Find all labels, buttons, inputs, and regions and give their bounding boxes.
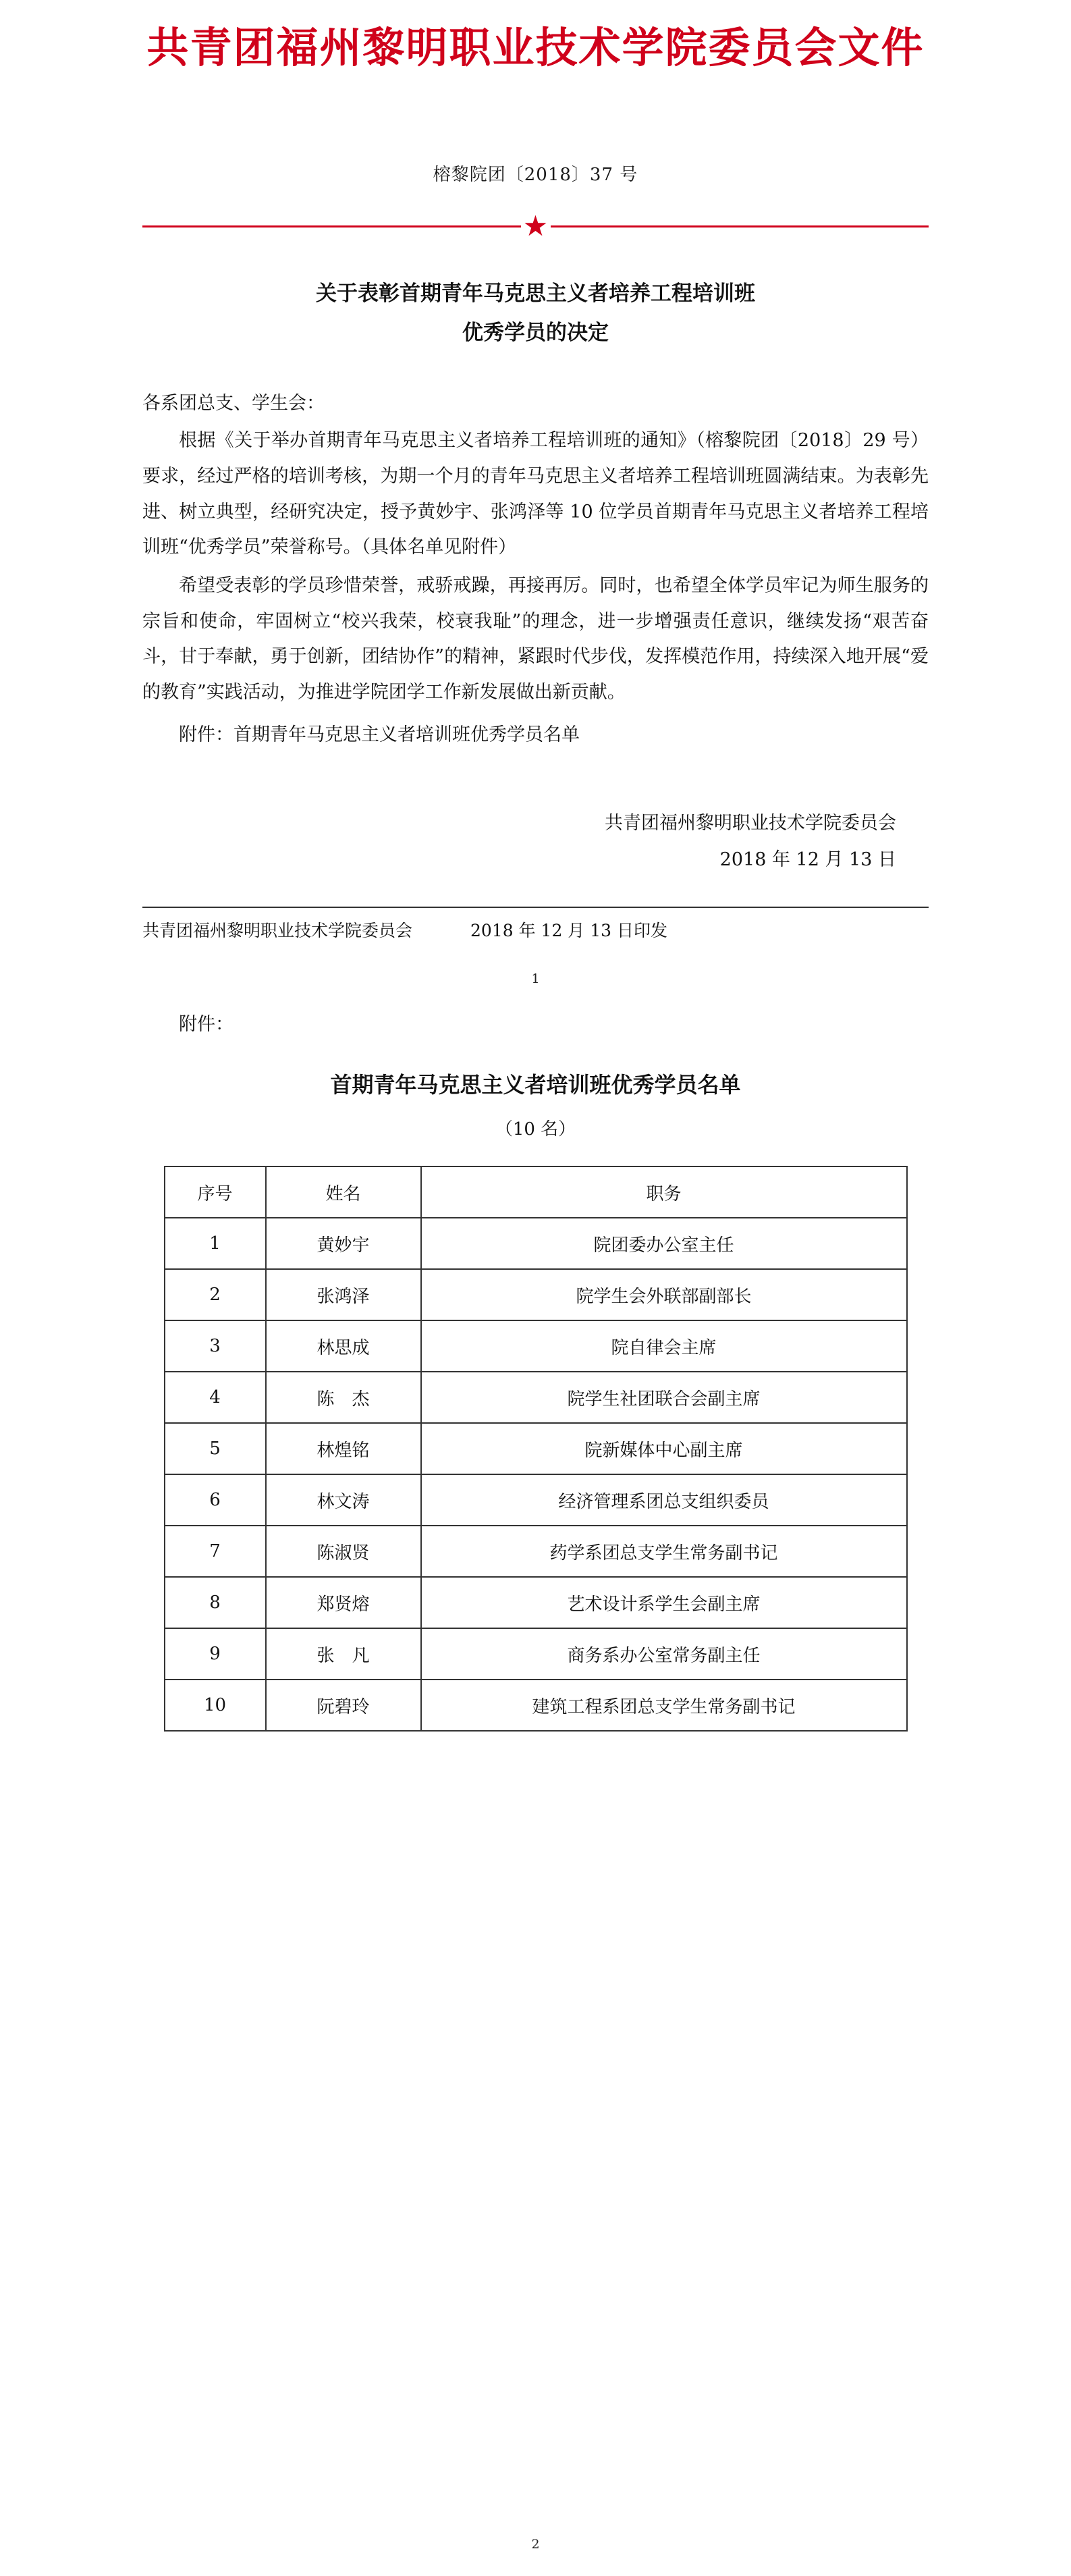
cell-position: 院团委办公室主任 bbox=[421, 1218, 907, 1269]
cell-index: 4 bbox=[165, 1372, 266, 1423]
footer-issue-line bbox=[142, 908, 929, 942]
decision-title bbox=[142, 275, 929, 352]
cell-name: 张鸿泽 bbox=[266, 1269, 421, 1320]
cell-index: 8 bbox=[165, 1577, 266, 1628]
cell-position: 建筑工程系团总支学生常务副书记 bbox=[421, 1680, 907, 1731]
cell-index: 9 bbox=[165, 1628, 266, 1680]
paragraph-1: 根据《关于举办首期青年马克思主义者培养工程培训班的通知》（榕黎院团〔2018〕29 号）要求，经过严格的培训考核，为期一个月的青年马克思主义者培养工程培训班圆满结束。为表彰先进、树立典型，经研究决定，授予黄妙宇、张鸿泽等 10 位学员首期青年马克思主义者培养工程培训班“优秀学员”荣誉称号。（具体名单见附件） bbox=[142, 430, 929, 558]
cell-position: 院学生会外联部副部长 bbox=[421, 1269, 907, 1320]
table-row bbox=[165, 1320, 907, 1372]
signature-block bbox=[142, 805, 929, 878]
cell-index: 1 bbox=[165, 1218, 266, 1269]
column-header-name: 姓名 bbox=[266, 1166, 421, 1218]
table-row bbox=[165, 1372, 907, 1423]
page-number-1: 1 bbox=[531, 971, 540, 987]
document-header bbox=[0, 0, 1071, 73]
column-header-index: 序号 bbox=[165, 1166, 266, 1218]
column-header-position: 职务 bbox=[421, 1166, 907, 1218]
cell-name: 张 凡 bbox=[266, 1628, 421, 1680]
cell-index: 2 bbox=[165, 1269, 266, 1320]
cell-index: 5 bbox=[165, 1423, 266, 1474]
cell-name: 陈淑贤 bbox=[266, 1526, 421, 1577]
cell-name: 郑贤熔 bbox=[266, 1577, 421, 1628]
document-body bbox=[142, 275, 929, 1732]
table-row bbox=[165, 1218, 907, 1269]
cell-index: 10 bbox=[165, 1680, 266, 1731]
table-row bbox=[165, 1526, 907, 1577]
cell-position: 院学生社团联合会副主席 bbox=[421, 1372, 907, 1423]
paragraph-2: 希望受表彰的学员珍惜荣誉，戒骄戒躁，再接再厉。同时，也希望全体学员牢记为师生服务的宗旨和使命，牢固树立“校兴我荣，校衰我耻”的理念，进一步增强责任意识，继续发扬“艰苦奋斗，甘于奉献，勇于创新，团结协作”的精神，紧跟时代步伐，发挥模范作用，持续深入地开展“爱的教育”实践活动，为推进学院团学工作新发展做出新贡献。 bbox=[142, 574, 929, 703]
cell-name: 阮碧玲 bbox=[266, 1680, 421, 1731]
cell-name: 林文涛 bbox=[266, 1474, 421, 1526]
signature-organization: 共青团福州黎明职业技术学院委员会 bbox=[605, 813, 896, 834]
cell-position: 药学系团总支学生常务副书记 bbox=[421, 1526, 907, 1577]
cell-position: 商务系办公室常务副主任 bbox=[421, 1628, 907, 1680]
decision-title-line2: 优秀学员的决定 bbox=[462, 320, 609, 345]
table-row bbox=[165, 1269, 907, 1320]
roster-table bbox=[164, 1166, 908, 1732]
table-row bbox=[165, 1680, 907, 1731]
table-header-row bbox=[165, 1166, 907, 1218]
header-divider bbox=[142, 209, 929, 243]
table-row bbox=[165, 1628, 907, 1680]
document-number: 榕黎院团〔2018〕37 号 bbox=[433, 165, 638, 186]
footer-organization: 共青团福州黎明职业技术学院委员会 bbox=[142, 921, 413, 941]
cell-position: 院新媒体中心副主席 bbox=[421, 1423, 907, 1474]
cell-name: 林煌铭 bbox=[266, 1423, 421, 1474]
page-title: 共青团福州黎明职业技术学院委员会文件 bbox=[146, 23, 925, 72]
page-number-2: 2 bbox=[531, 2537, 540, 2552]
cell-name: 黄妙宇 bbox=[266, 1218, 421, 1269]
cell-index: 6 bbox=[165, 1474, 266, 1526]
table-row bbox=[165, 1577, 907, 1628]
cell-position: 院自律会主席 bbox=[421, 1320, 907, 1372]
cell-index: 7 bbox=[165, 1526, 266, 1577]
cell-index: 3 bbox=[165, 1320, 266, 1372]
cell-name: 林思成 bbox=[266, 1320, 421, 1372]
attachment-subtitle: （10 名） bbox=[495, 1119, 576, 1140]
table-row bbox=[165, 1423, 907, 1474]
signature-date: 2018 年 12 月 13 日 bbox=[719, 849, 896, 871]
roster-table-body bbox=[165, 1218, 907, 1731]
cell-name: 陈 杰 bbox=[266, 1372, 421, 1423]
red-star-icon: ★ bbox=[521, 213, 551, 240]
cell-position: 经济管理系团总支组织委员 bbox=[421, 1474, 907, 1526]
table-row bbox=[165, 1474, 907, 1526]
attachment-title: 首期青年马克思主义者培训班优秀学员名单 bbox=[330, 1072, 741, 1098]
footer-issue-date: 2018 年 12 月 13 日印发 bbox=[470, 921, 667, 941]
cell-position: 艺术设计系学生会副主席 bbox=[421, 1577, 907, 1628]
attachment-label: 附件： bbox=[179, 1014, 234, 1036]
salutation: 各系团总支、学生会： bbox=[142, 393, 325, 414]
attachment-reference: 附件：首期青年马克思主义者培训班优秀学员名单 bbox=[179, 724, 580, 745]
decision-title-line1: 关于表彰首期青年马克思主义者培养工程培训班 bbox=[316, 281, 755, 306]
